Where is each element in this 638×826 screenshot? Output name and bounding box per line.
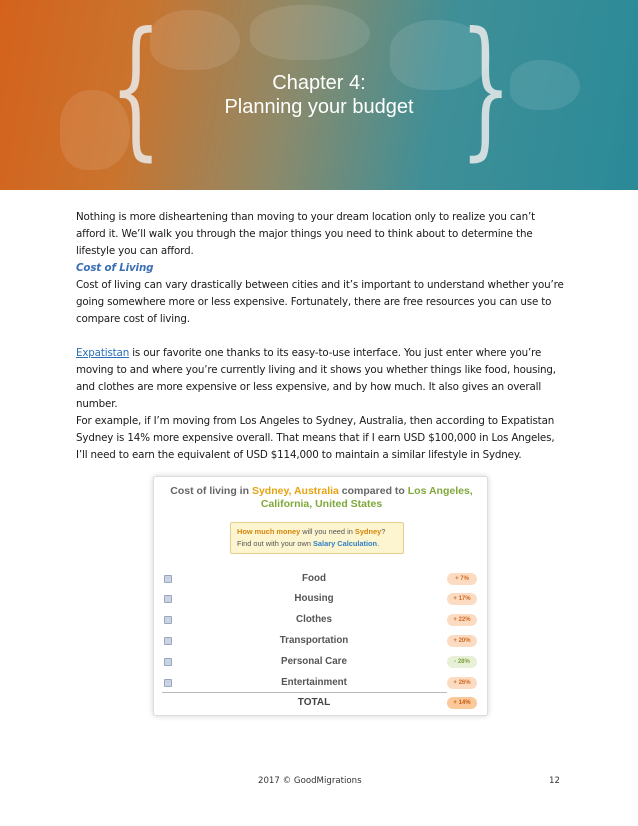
change-badge: + 20%: [447, 635, 477, 647]
chapter-banner: [0, 0, 638, 190]
change-badge: + 17%: [447, 593, 477, 605]
category-label: Housing: [294, 593, 334, 604]
total-divider: [162, 692, 447, 693]
copyright-text: 2017 © GoodMigrations: [258, 776, 362, 786]
calculation-suffix: .: [377, 539, 380, 548]
total-label: TOTAL: [297, 697, 331, 708]
comparison-title: [154, 485, 489, 511]
expatistan-description: is our favorite one thanks to its easy-to-use interface. You just enter where you’re moving to and where you’re currently living and it shows you whether things like food, housing, and clothes are more expensive or less expensive, and by how much. It also gives an overall number.: [76, 347, 556, 410]
question-line: [237, 526, 397, 538]
origin-city: Los Angeles, California, United States: [260, 485, 473, 510]
map-continent-shape: [250, 5, 370, 60]
category-row-clothes: [154, 612, 489, 632]
example-paragraph: For example, if I’m moving from Los Angeles to Sydney, Australia, then according to Expatistan Sydney is 14% more expensive overall. That means that if I earn USD $100,000 in Los Angeles, I’ll need to earn the equivalent of USD $114,000 to maintain a similar lifestyle in Sydney.: [76, 415, 555, 461]
calculation-prefix: Find out with your own: [237, 539, 313, 548]
expand-toggle-icon[interactable]: [164, 658, 172, 666]
chapter-number: Chapter 4:: [272, 72, 366, 94]
map-continent-shape: [150, 10, 240, 70]
right-brace-ornament: }: [459, 1, 512, 175]
category-row-housing: [154, 591, 489, 611]
expand-toggle-icon[interactable]: [164, 637, 172, 645]
question-mark: ?: [381, 527, 386, 536]
page-number: 12: [549, 776, 560, 786]
cost-of-living-section: [76, 260, 566, 328]
category-row-food: [154, 571, 489, 591]
chapter-title: [0, 71, 638, 119]
change-badge: + 7%: [447, 573, 477, 585]
title-mid: compared to: [338, 485, 408, 497]
change-badge: - 28%: [447, 656, 477, 668]
expand-toggle-icon[interactable]: [164, 679, 172, 687]
total-change-badge: + 14%: [447, 697, 477, 709]
destination-city: Sydney, Australia: [251, 485, 339, 497]
expatistan-link[interactable]: Expatistan: [76, 347, 130, 359]
salary-question-box: [230, 522, 404, 554]
category-label: Entertainment: [281, 677, 347, 688]
section-heading: Cost of Living: [76, 262, 154, 274]
expatistan-paragraph: [76, 345, 566, 413]
section-paragraph: Cost of living can vary drastically between cities and it’s important to understand whether you’re going somewhere more or less expensive. Fortunately, there are free resources you can use to compare cost of living.: [76, 279, 564, 325]
calculation-line: [237, 538, 397, 550]
category-row-personal-care: [154, 654, 489, 674]
salary-calculation-link[interactable]: Salary Calculation: [313, 539, 378, 548]
title-prefix: Cost of living in: [170, 485, 252, 497]
total-row: [154, 695, 489, 715]
intro-paragraph: Nothing is more disheartening than moving to your dream location only to realize you can’t afford it. We’ll walk you through the major things you need to think about to determine the lifestyle you can afford.: [76, 211, 535, 257]
question-city: Sydney: [354, 527, 382, 536]
cost-comparison-screenshot: [153, 476, 488, 716]
expand-toggle-icon[interactable]: [164, 595, 172, 603]
category-row-transportation: [154, 633, 489, 653]
category-label: Transportation: [279, 635, 349, 646]
change-badge: + 22%: [447, 614, 477, 626]
question-how-much: How much money: [237, 527, 301, 536]
category-label: Personal Care: [281, 656, 347, 667]
chapter-name: Planning your budget: [224, 96, 414, 118]
category-label: Food: [302, 573, 326, 584]
category-label: Clothes: [296, 614, 332, 625]
left-brace-ornament: {: [109, 1, 162, 175]
question-mid: will you need in: [300, 527, 355, 536]
change-badge: + 26%: [447, 677, 477, 689]
expand-toggle-icon[interactable]: [164, 575, 172, 583]
expand-toggle-icon[interactable]: [164, 616, 172, 624]
